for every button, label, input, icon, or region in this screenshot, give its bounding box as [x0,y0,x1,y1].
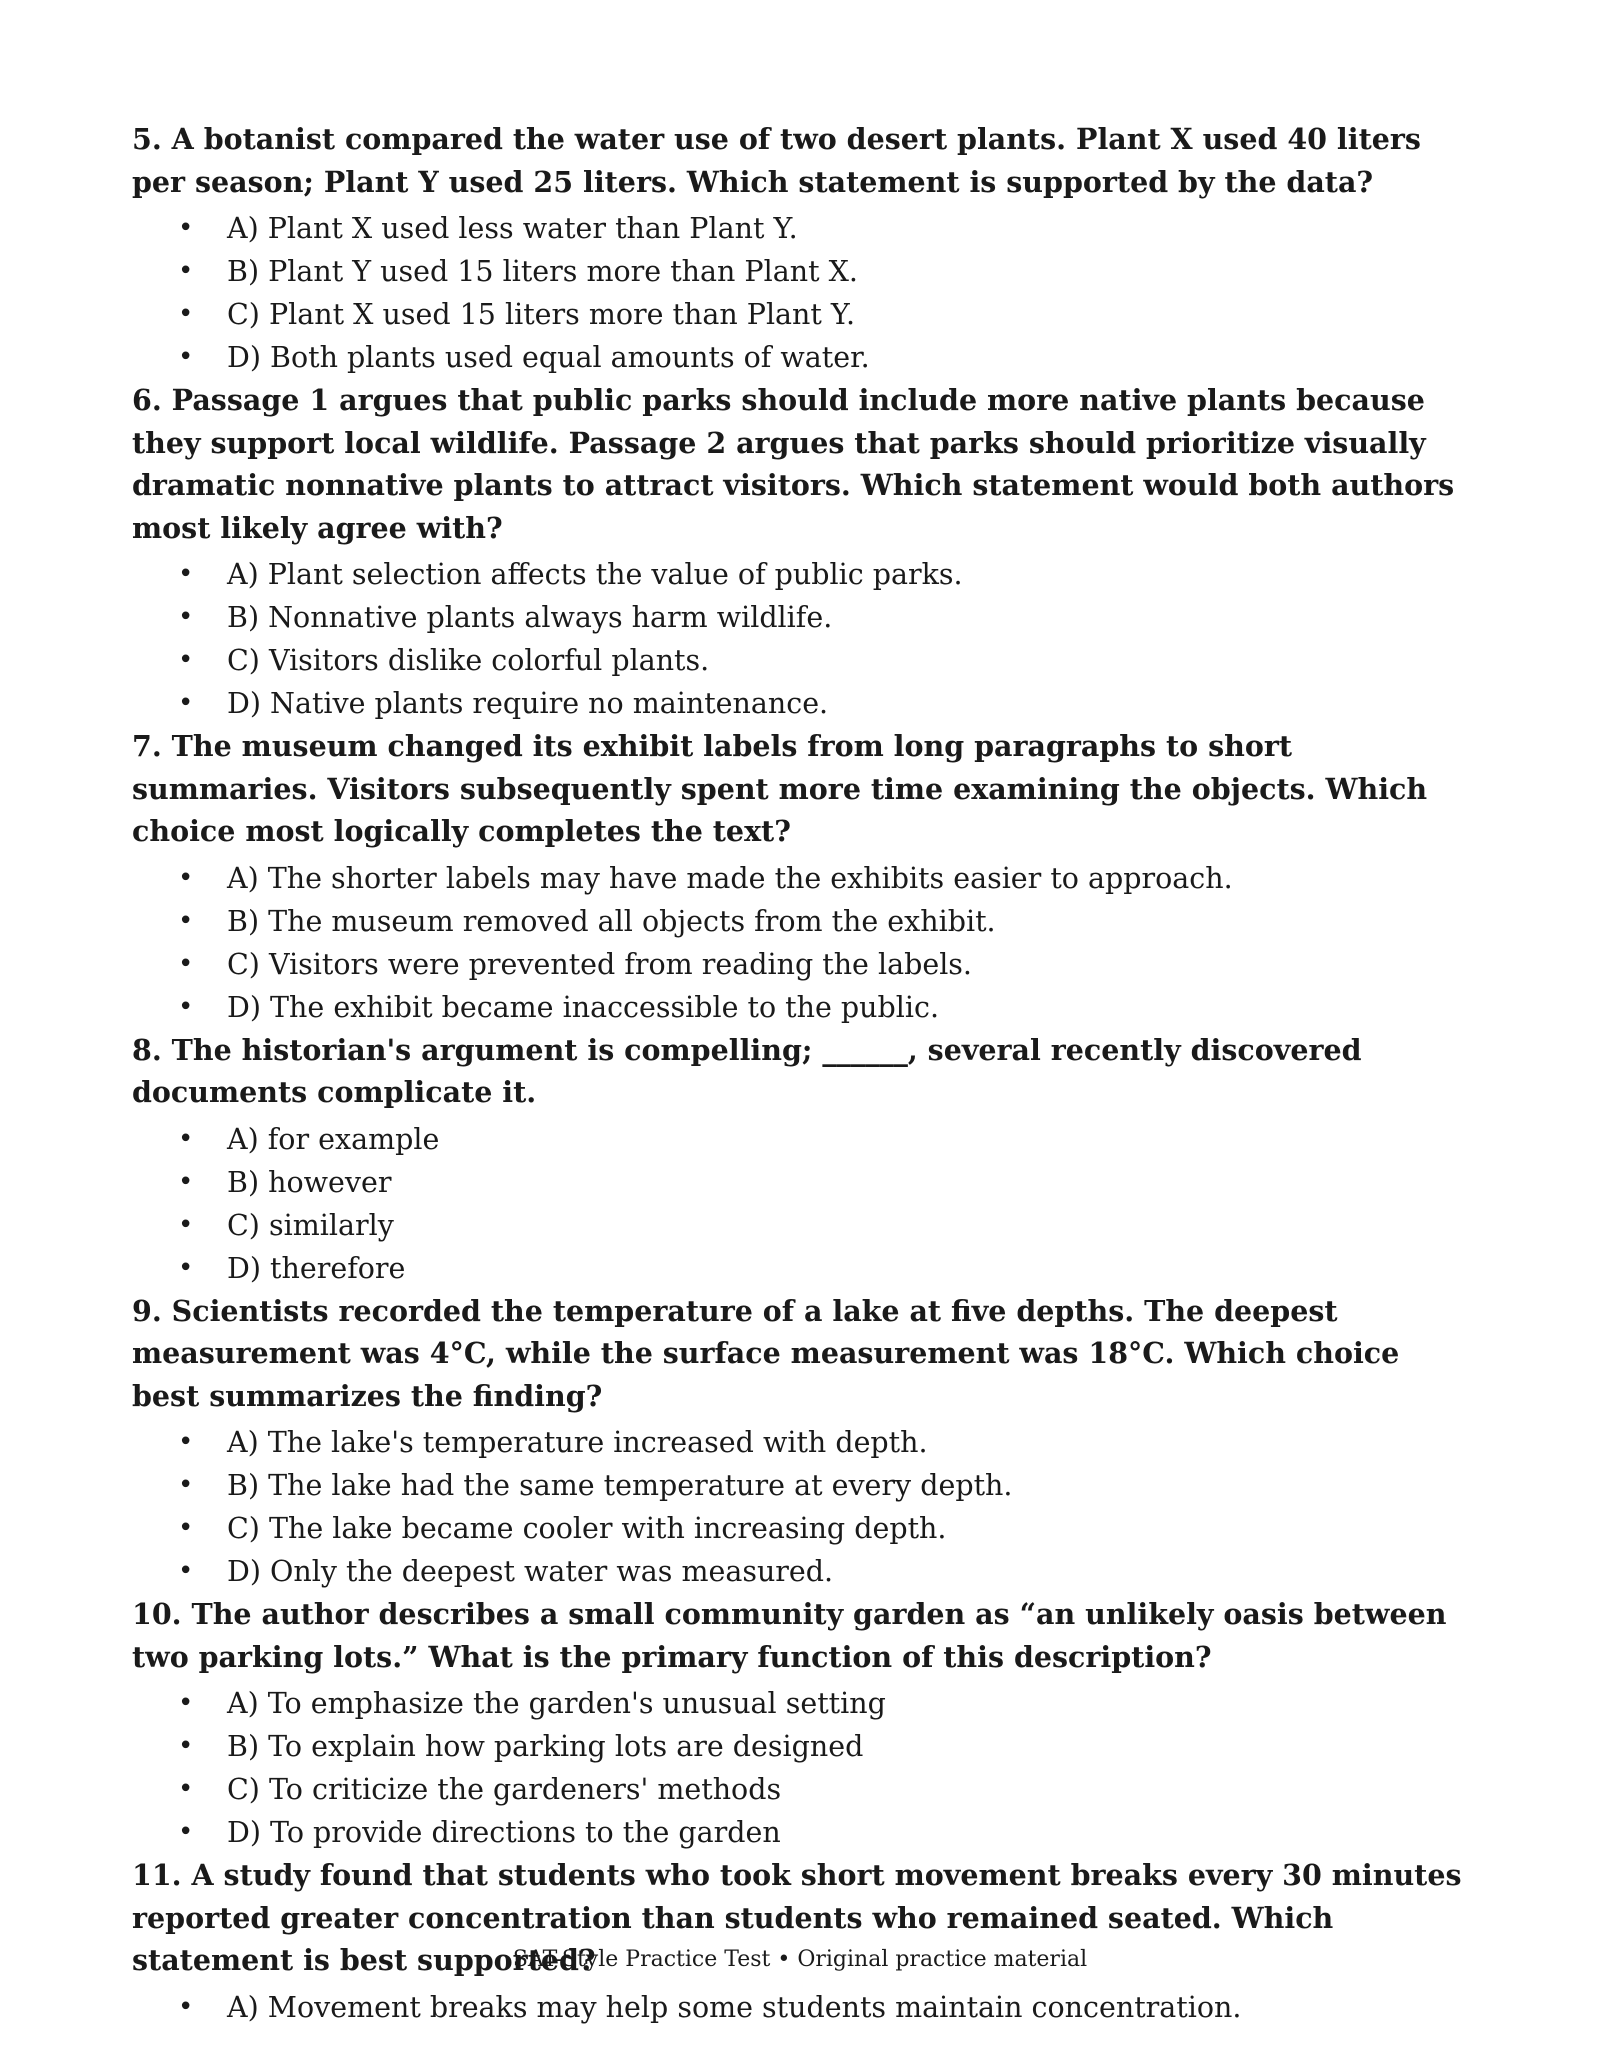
answer-option-text: B) Nonnative plants always harm wildlife. [227,601,833,634]
answer-option-text: A) for example [227,1122,440,1156]
bullet-icon: • [178,602,194,632]
answer-option-text: B) Plant Y used 15 liters more than Plant X. [227,255,858,288]
answer-option-text: A) To emphasize the garden's unusual setting [227,1687,886,1720]
answer-options [132,1421,1472,1593]
page-footer: SAT-Style Practice Test • Original practice material [512,1947,1088,1972]
answer-option [132,943,1472,986]
question-block [132,379,1472,725]
answer-option [132,207,1472,250]
answer-option-text: D) To provide directions to the garden [227,1816,781,1849]
bullet-icon: • [178,1209,194,1240]
bullet-icon: • [178,1166,194,1197]
bullet-icon: • [178,1123,194,1154]
answer-option-text: A) Plant selection affects the value of public parks. [227,558,963,591]
bullet-icon: • [178,1470,194,1500]
answer-option-text: D) therefore [227,1251,406,1285]
answer-option-text: A) Movement breaks may help some students maintain concentration. [227,1990,1242,2024]
answer-option [132,1118,1472,1161]
answer-option [132,1550,1472,1593]
bullet-icon: • [178,688,194,718]
bullet-icon: • [178,948,194,979]
bullet-icon: • [178,342,194,372]
answer-option-text: A) Plant X used less water than Plant Y. [227,212,798,245]
answer-option [132,553,1472,596]
question-block [132,1593,1472,1854]
bullet-icon: • [178,862,194,893]
answer-option-text: A) The shorter labels may have made the exhibits easier to approach. [227,861,1233,895]
answer-option [132,250,1472,293]
answer-option-text: B) The museum removed all objects from the exhibit. [227,904,996,938]
bullet-icon: • [178,991,194,1022]
answer-option [132,1768,1472,1811]
question-block [132,1290,1472,1594]
answer-option-text: D) Only the deepest water was measured. [227,1555,834,1588]
bullet-icon: • [178,1991,194,2022]
answer-option-text: D) Native plants require no maintenance. [227,687,829,720]
bullet-icon: • [178,1817,194,1847]
bullet-icon: • [178,256,194,286]
answer-option [132,1161,1472,1204]
answer-option [132,1725,1472,1768]
answer-options [132,1682,1472,1854]
answer-option [132,1507,1472,1550]
answer-options [132,1986,1472,2029]
answer-options [132,207,1472,379]
question-stem: 9. Scientists recorded the temperature of a lake at five depths. The deepest measurement was 4°C, while the surface measurement was 18°C. Which choice best summarizes the finding? [132,1293,1400,1413]
bullet-icon: • [178,1252,194,1283]
answer-option-text: C) Plant X used 15 liters more than Plant Y. [227,298,856,331]
answer-option-text: C) To criticize the gardeners' methods [227,1773,782,1806]
answer-option [132,682,1472,725]
answer-option [132,639,1472,682]
answer-option-text: C) similarly [227,1208,394,1242]
answer-option [132,900,1472,943]
bullet-icon: • [178,1731,194,1761]
answer-option-text: D) The exhibit became inaccessible to the public. [227,990,940,1024]
question-stem: 7. The museum changed its exhibit labels from long paragraphs to short summaries. Visitors subsequently spent more time examining the objects. Which choice most logically completes the text? [132,729,1428,848]
question-block [132,725,1472,1029]
question-list [132,118,1472,2029]
bullet-icon: • [178,559,194,589]
bullet-icon: • [178,1556,194,1586]
question-block [132,1854,1472,2029]
answer-option-text: A) The lake's temperature increased with depth. [227,1426,928,1459]
answer-option-text: D) Both plants used equal amounts of water. [227,341,870,374]
answer-option [132,336,1472,379]
answer-option [132,857,1472,900]
bullet-icon: • [178,905,194,936]
bullet-icon: • [178,213,194,243]
bullet-icon: • [178,1688,194,1718]
bullet-icon: • [178,299,194,329]
answer-option-text: B) To explain how parking lots are designed [227,1730,864,1763]
bullet-icon: • [178,1513,194,1543]
answer-options [132,553,1472,725]
bullet-icon: • [178,1427,194,1457]
answer-options [132,1118,1472,1290]
answer-option [132,596,1472,639]
answer-option-text: C) Visitors dislike colorful plants. [227,644,710,677]
answer-option [132,293,1472,336]
bullet-icon: • [178,1774,194,1804]
question-stem: 6. Passage 1 argues that public parks should include more native plants because they support local wildlife. Passage 2 argues that parks should prioritize visually dramatic nonnative plants to attract visitors. Which statement would both authors most likely agree with? [132,383,1455,545]
bullet-icon: • [178,645,194,675]
question-stem: 11. A study found that students who took short movement breaks every 30 minutes reported greater concentration than students who remained seated. Which statement is best supported? [132,1858,1462,1977]
answer-option-text: C) Visitors were prevented from reading the labels. [227,947,972,981]
question-stem: 5. A botanist compared the water use of two desert plants. Plant X used 40 liters per season; Plant Y used 25 liters. Which statement is supported by the data? [132,122,1421,199]
answer-option-text: B) however [227,1165,392,1199]
answer-option [132,986,1472,1029]
answer-option [132,1421,1472,1464]
answer-option [132,1464,1472,1507]
question-block [132,118,1472,379]
question-block [132,1029,1472,1290]
answer-option [132,1811,1472,1854]
answer-option [132,1986,1472,2029]
answer-option-text: B) The lake had the same temperature at every depth. [227,1469,1013,1502]
question-stem: 8. The historian's argument is compelling; ______, several recently discovered documents complicate it. [132,1032,1362,1109]
answer-option [132,1247,1472,1290]
answer-option [132,1682,1472,1725]
answer-option-text: C) The lake became cooler with increasing depth. [227,1512,947,1545]
answer-options [132,857,1472,1029]
question-stem: 10. The author describes a small community garden as “an unlikely oasis between two parking lots.” What is the primary function of this description? [132,1597,1447,1674]
answer-option [132,1204,1472,1247]
